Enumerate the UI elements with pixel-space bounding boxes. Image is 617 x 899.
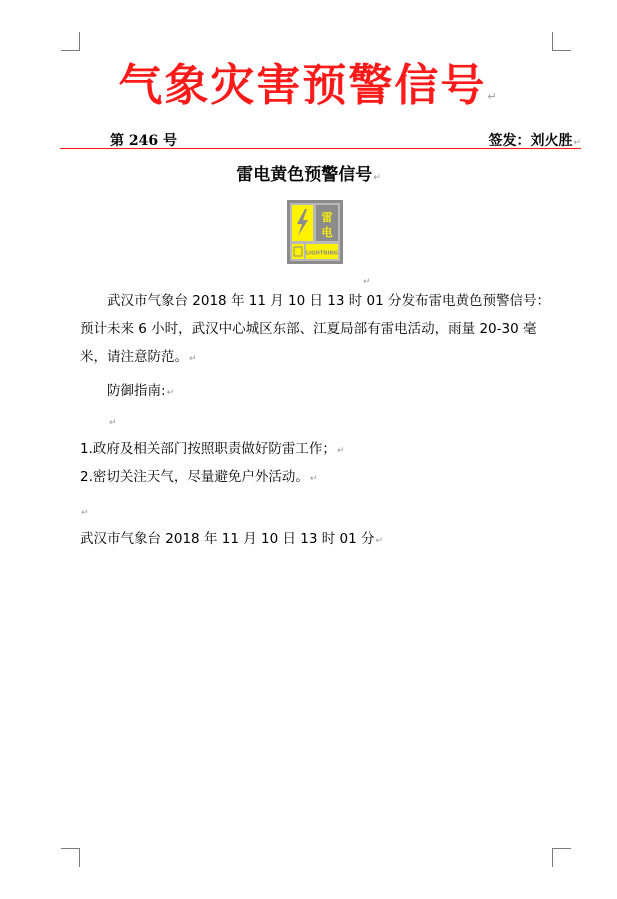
signer: 签发：刘火胜 — [488, 133, 573, 149]
header-divider-line — [60, 148, 581, 149]
document-number: 第 246 号 — [110, 133, 177, 149]
issuer-signature — [80, 525, 560, 555]
signer-wrap — [488, 130, 581, 150]
paragraph-mark: ↵ — [375, 536, 384, 546]
paragraph-mark: ↵ — [573, 138, 581, 148]
guide-item — [80, 435, 560, 465]
paragraph-mark: ↵ — [166, 388, 175, 398]
paragraph-mark: ↵ — [309, 474, 318, 484]
warning-body-text: 武汉市气象台 2018 年 11 月 10 日 13 时 01 分发布雷电黄色预警信号：预计未来 6 小时，武汉中心城区东部、江夏局部有雷电活动，雨量 20-30 毫米，请注意防范。 — [80, 293, 550, 365]
paragraph-mark: ↵ — [373, 173, 381, 183]
issuer-signature-text: 武汉市气象台 2018 年 11 月 10 日 13 时 01 分 — [80, 531, 375, 547]
icon-text-bottom: LIGHTNING — [305, 250, 339, 257]
crop-mark-bottom-right — [552, 848, 571, 867]
warning-subtitle — [0, 160, 617, 185]
document-meta-row — [60, 130, 581, 150]
lightning-yellow-warning-icon — [287, 200, 343, 264]
paragraph-mark: ↵ — [109, 418, 117, 428]
crop-mark-top-right — [552, 32, 571, 51]
crop-mark-bottom-left — [61, 848, 80, 867]
document-title — [0, 56, 617, 127]
paragraph-mark: ↵ — [189, 354, 197, 364]
warning-body-paragraph — [80, 287, 560, 373]
icon-text-top-1: 雷 — [321, 211, 333, 224]
paragraph-mark: ↵ — [487, 90, 499, 103]
paragraph-mark: ↵ — [336, 446, 345, 456]
defense-guide-title — [80, 377, 560, 407]
document-title-text: 气象灾害预警信号 — [118, 60, 487, 111]
empty-line — [108, 407, 588, 437]
warning-subtitle-text: 雷电黄色预警信号 — [236, 165, 373, 185]
empty-line — [80, 497, 560, 527]
guide-item-text: 2.密切关注天气，尽量避免户外活动。 — [80, 469, 309, 485]
defense-guide-title-text: 防御指南: — [107, 383, 166, 399]
crop-mark-top-left — [61, 32, 80, 51]
guide-item — [80, 463, 560, 493]
paragraph-mark: ↵ — [363, 277, 371, 287]
guide-item-text: 1.政府及相关部门按照职责做好防雷工作； — [80, 441, 336, 457]
icon-text-top-2: 电 — [321, 226, 333, 239]
paragraph-mark: ↵ — [81, 508, 89, 518]
